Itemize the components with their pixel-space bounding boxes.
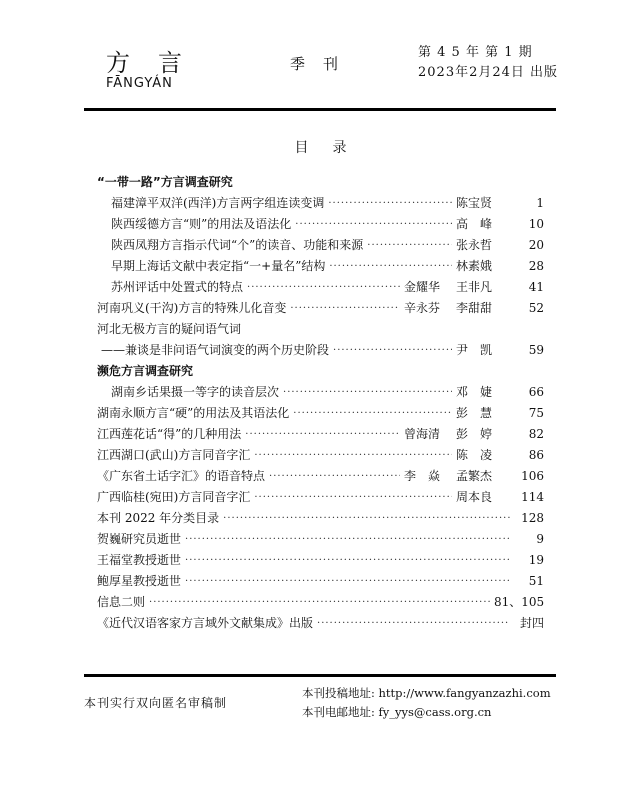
toc-entry[interactable] <box>97 382 544 403</box>
toc-entry[interactable] <box>97 466 544 487</box>
dot-leader <box>367 235 452 256</box>
toc-entry[interactable] <box>97 214 544 235</box>
dot-leader <box>333 340 452 361</box>
entry-page: 28 <box>528 259 544 273</box>
entry-page: 81、105 <box>494 595 545 609</box>
toc-entry[interactable] <box>97 340 544 361</box>
dot-leader <box>149 592 490 613</box>
entry-title: ——兼谈是非问语气词演变的两个历史阶段 <box>101 343 330 357</box>
footer-rule <box>84 674 556 677</box>
entry-page: 66 <box>528 385 544 399</box>
entry-page: 封四 <box>519 616 544 630</box>
entry-author: 金耀华 <box>404 280 441 294</box>
entry-title: 湖南永顺方言“硬”的用法及其语法化 <box>97 406 290 420</box>
entry-author: 林素娥 <box>456 259 493 273</box>
toc-entry[interactable] <box>97 298 544 319</box>
entry-title: 湖南乡话果摄一等字的读音层次 <box>111 385 280 399</box>
entry-title: 早期上海话文献中表定指“一+量名”结构 <box>111 259 326 273</box>
toc-entry[interactable] <box>97 487 544 508</box>
entry-page: 19 <box>528 553 544 567</box>
toc-entry[interactable] <box>97 571 544 592</box>
toc-entry[interactable] <box>97 550 544 571</box>
frequency-label: 季刊 <box>290 55 357 73</box>
entry-page: 51 <box>528 574 544 588</box>
entry-title: 陕西绥德方言“则”的用法及语法化 <box>111 217 292 231</box>
entry-title: 信息二则 <box>97 595 146 609</box>
entry-author: 曾海清 <box>404 427 441 441</box>
toc-entry[interactable] <box>97 424 544 445</box>
header-rule <box>84 108 556 111</box>
email-address: 本刊电邮地址: fy_yys@cass.org.cn <box>302 705 492 719</box>
toc-entry[interactable] <box>97 508 544 529</box>
entry-title: 江西莲花话“得”的几种用法 <box>97 427 242 441</box>
entry-title: 江西湖口(武山)方言同音字汇 <box>97 448 251 462</box>
entry-page: 59 <box>528 343 544 357</box>
dot-leader <box>245 424 400 445</box>
dot-leader <box>328 193 452 214</box>
entry-page: 20 <box>528 238 544 252</box>
journal-pinyin: FĀNGYÁN <box>106 76 173 91</box>
entry-title: 河北无极方言的疑问语气词 <box>97 322 242 336</box>
contact-info <box>302 684 551 722</box>
dot-leader <box>329 256 452 277</box>
entry-title: 王福堂教授逝世 <box>97 553 182 567</box>
entry-title: 本刊 2022 年分类目录 <box>97 511 220 525</box>
entry-page: 82 <box>528 427 544 441</box>
toc-entry[interactable] <box>97 235 544 256</box>
entry-title: 鲍厚星教授逝世 <box>97 574 182 588</box>
journal-title: 方言 <box>106 49 210 77</box>
entry-page: 75 <box>528 406 544 420</box>
entry-author: 邓 婕 <box>456 385 493 399</box>
entry-author: 陈宝贤 <box>456 196 493 210</box>
entry-page: 86 <box>528 448 544 462</box>
dot-leader <box>185 529 510 550</box>
entry-author: 李甜甜 <box>456 301 493 315</box>
toc-entry[interactable] <box>97 592 544 613</box>
toc-entry[interactable] <box>97 613 544 634</box>
issue-info <box>418 43 558 83</box>
entry-title: 河南巩义(干沟)方言的特殊儿化音变 <box>97 301 287 315</box>
entry-page: 41 <box>528 280 544 294</box>
dot-leader <box>283 382 452 403</box>
entry-author: 彭 慧 <box>456 406 493 420</box>
entry-page: 9 <box>536 532 544 546</box>
entry-page: 128 <box>521 511 544 525</box>
entry-page: 52 <box>528 301 544 315</box>
entry-author: 陈 凌 <box>456 448 493 462</box>
dot-leader <box>247 277 400 298</box>
toc-entry[interactable] <box>97 277 544 298</box>
entry-page: 10 <box>528 217 544 231</box>
toc-entry[interactable] <box>97 193 544 214</box>
toc-title: 目录 <box>294 140 371 156</box>
section-heading: 濒危方言调查研究 <box>97 364 194 378</box>
dot-leader <box>290 298 400 319</box>
entry-title: 陕西凤翔方言指示代词“个”的读音、功能和来源 <box>111 238 364 252</box>
entry-title: 福建漳平双洋(西洋)方言两字组连读变调 <box>111 196 325 210</box>
entry-page: 1 <box>536 196 544 210</box>
dot-leader <box>295 214 452 235</box>
dot-leader <box>317 613 510 634</box>
entry-author: 张永哲 <box>456 238 493 252</box>
review-policy: 本刊实行双向匿名审稿制 <box>84 696 228 710</box>
entry-title: 贺巍研究员逝世 <box>97 532 182 546</box>
dot-leader <box>185 550 510 571</box>
toc-entry[interactable] <box>97 256 544 277</box>
entry-title: 《广东省土话字汇》的语音特点 <box>97 469 266 483</box>
issue-number: 第 4 5 年 第 1 期 <box>418 45 533 60</box>
entry-page: 114 <box>521 490 544 504</box>
entry-author: 彭 婷 <box>456 427 493 441</box>
dot-leader <box>269 466 400 487</box>
table-of-contents <box>97 172 544 634</box>
entry-author: 周本良 <box>456 490 493 504</box>
entry-author: 辛永芬 <box>404 301 441 315</box>
dot-leader <box>254 445 452 466</box>
dot-leader <box>254 487 452 508</box>
submission-address: 本刊投稿地址: http://www.fangyanzazhi.com <box>302 686 551 700</box>
dot-leader <box>223 508 510 529</box>
entry-author: 孟繁杰 <box>456 469 493 483</box>
toc-entry[interactable] <box>97 445 544 466</box>
entry-author: 李 焱 <box>404 469 441 483</box>
publish-date: 2023年2月24日 出版 <box>418 65 559 80</box>
entry-author: 王非凡 <box>456 280 493 294</box>
toc-entry[interactable] <box>97 319 544 340</box>
dot-leader <box>185 571 510 592</box>
section-heading: “一带一路”方言调查研究 <box>97 175 233 189</box>
toc-entry[interactable] <box>97 403 544 424</box>
entry-page: 106 <box>521 469 544 483</box>
entry-author: 高 峰 <box>456 217 493 231</box>
entry-author: 尹 凯 <box>456 343 493 357</box>
toc-entry[interactable] <box>97 529 544 550</box>
dot-leader <box>293 403 452 424</box>
entry-title: 苏州评话中处置式的特点 <box>111 280 244 294</box>
entry-title: 广西临桂(宛田)方言同音字汇 <box>97 490 251 504</box>
entry-title: 《近代汉语客家方言域外文献集成》出版 <box>97 616 314 630</box>
